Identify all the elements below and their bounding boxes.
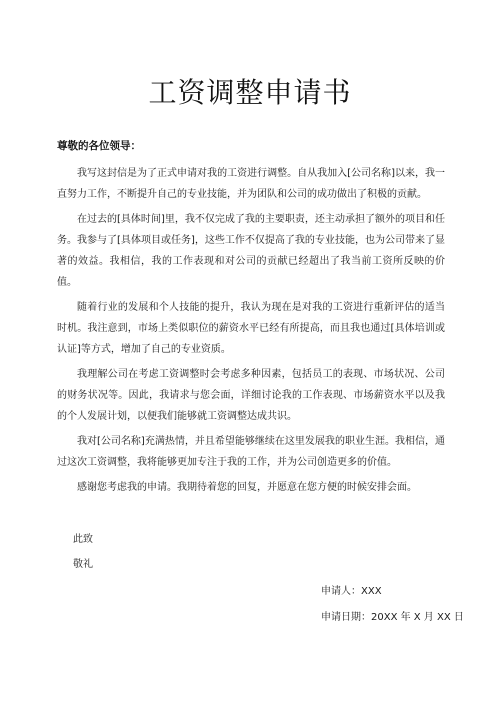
closing-salutation: 此致 bbox=[73, 534, 93, 545]
application-date: 申请日期：20XX 年 X 月 XX 日 bbox=[321, 612, 464, 623]
paragraph: 在过去的[具体时间]里，我不仅完成了我的主要职责，还主动承担了额外的项目和任务。我参与了[具体项目或任务]，这些工作不仅提高了我的专业技能，也为公司带来了显著的效益。我相信，我的工作表现和对公司的贡献已经超出了我当前工资所反映的价值。 bbox=[57, 214, 445, 288]
greeting: 尊敬的各位领导： bbox=[57, 140, 141, 152]
paragraph: 我写这封信是为了正式申请对我的工资进行调整。自从我加入[公司名称]以来，我一直努力工作，不断提升自己的专业技能，并为团队和公司的成功做出了积极的贡献。 bbox=[57, 168, 445, 200]
paragraph: 我对[公司名称]充满热情，并且希望能够继续在这里发展我的职业生涯。我相信，通过这次工资调整，我将能够更加专注于我的工作，并为公司创造更多的价值。 bbox=[57, 436, 445, 468]
closing-regards: 敬礼 bbox=[73, 559, 93, 570]
paragraph: 我理解公司在考虑工资调整时会考虑多种因素，包括员工的表现、市场状况、公司的财务状况等。因此，我请求与您会面，详细讨论我的工作表现、市场薪资水平以及我的个人发展计划，以便我们能够就工资调整达成共识。 bbox=[57, 369, 445, 422]
document-title: 工资调整申请书 bbox=[148, 76, 352, 109]
paragraph: 随着行业的发展和个人技能的提升，我认为现在是对我的工资进行重新评估的适当时机。我注意到，市场上类似职位的薪资水平已经有所提高，而且我也通过[具体培训或认证]等方式，增加了自己的专业资质。 bbox=[57, 302, 445, 355]
letter-body bbox=[57, 163, 445, 502]
paragraph: 感谢您考虑我的申请。我期待着您的回复，并愿意在您方便的时候安排会面。 bbox=[77, 482, 417, 493]
applicant-name: 申请人：XXX bbox=[321, 586, 382, 597]
